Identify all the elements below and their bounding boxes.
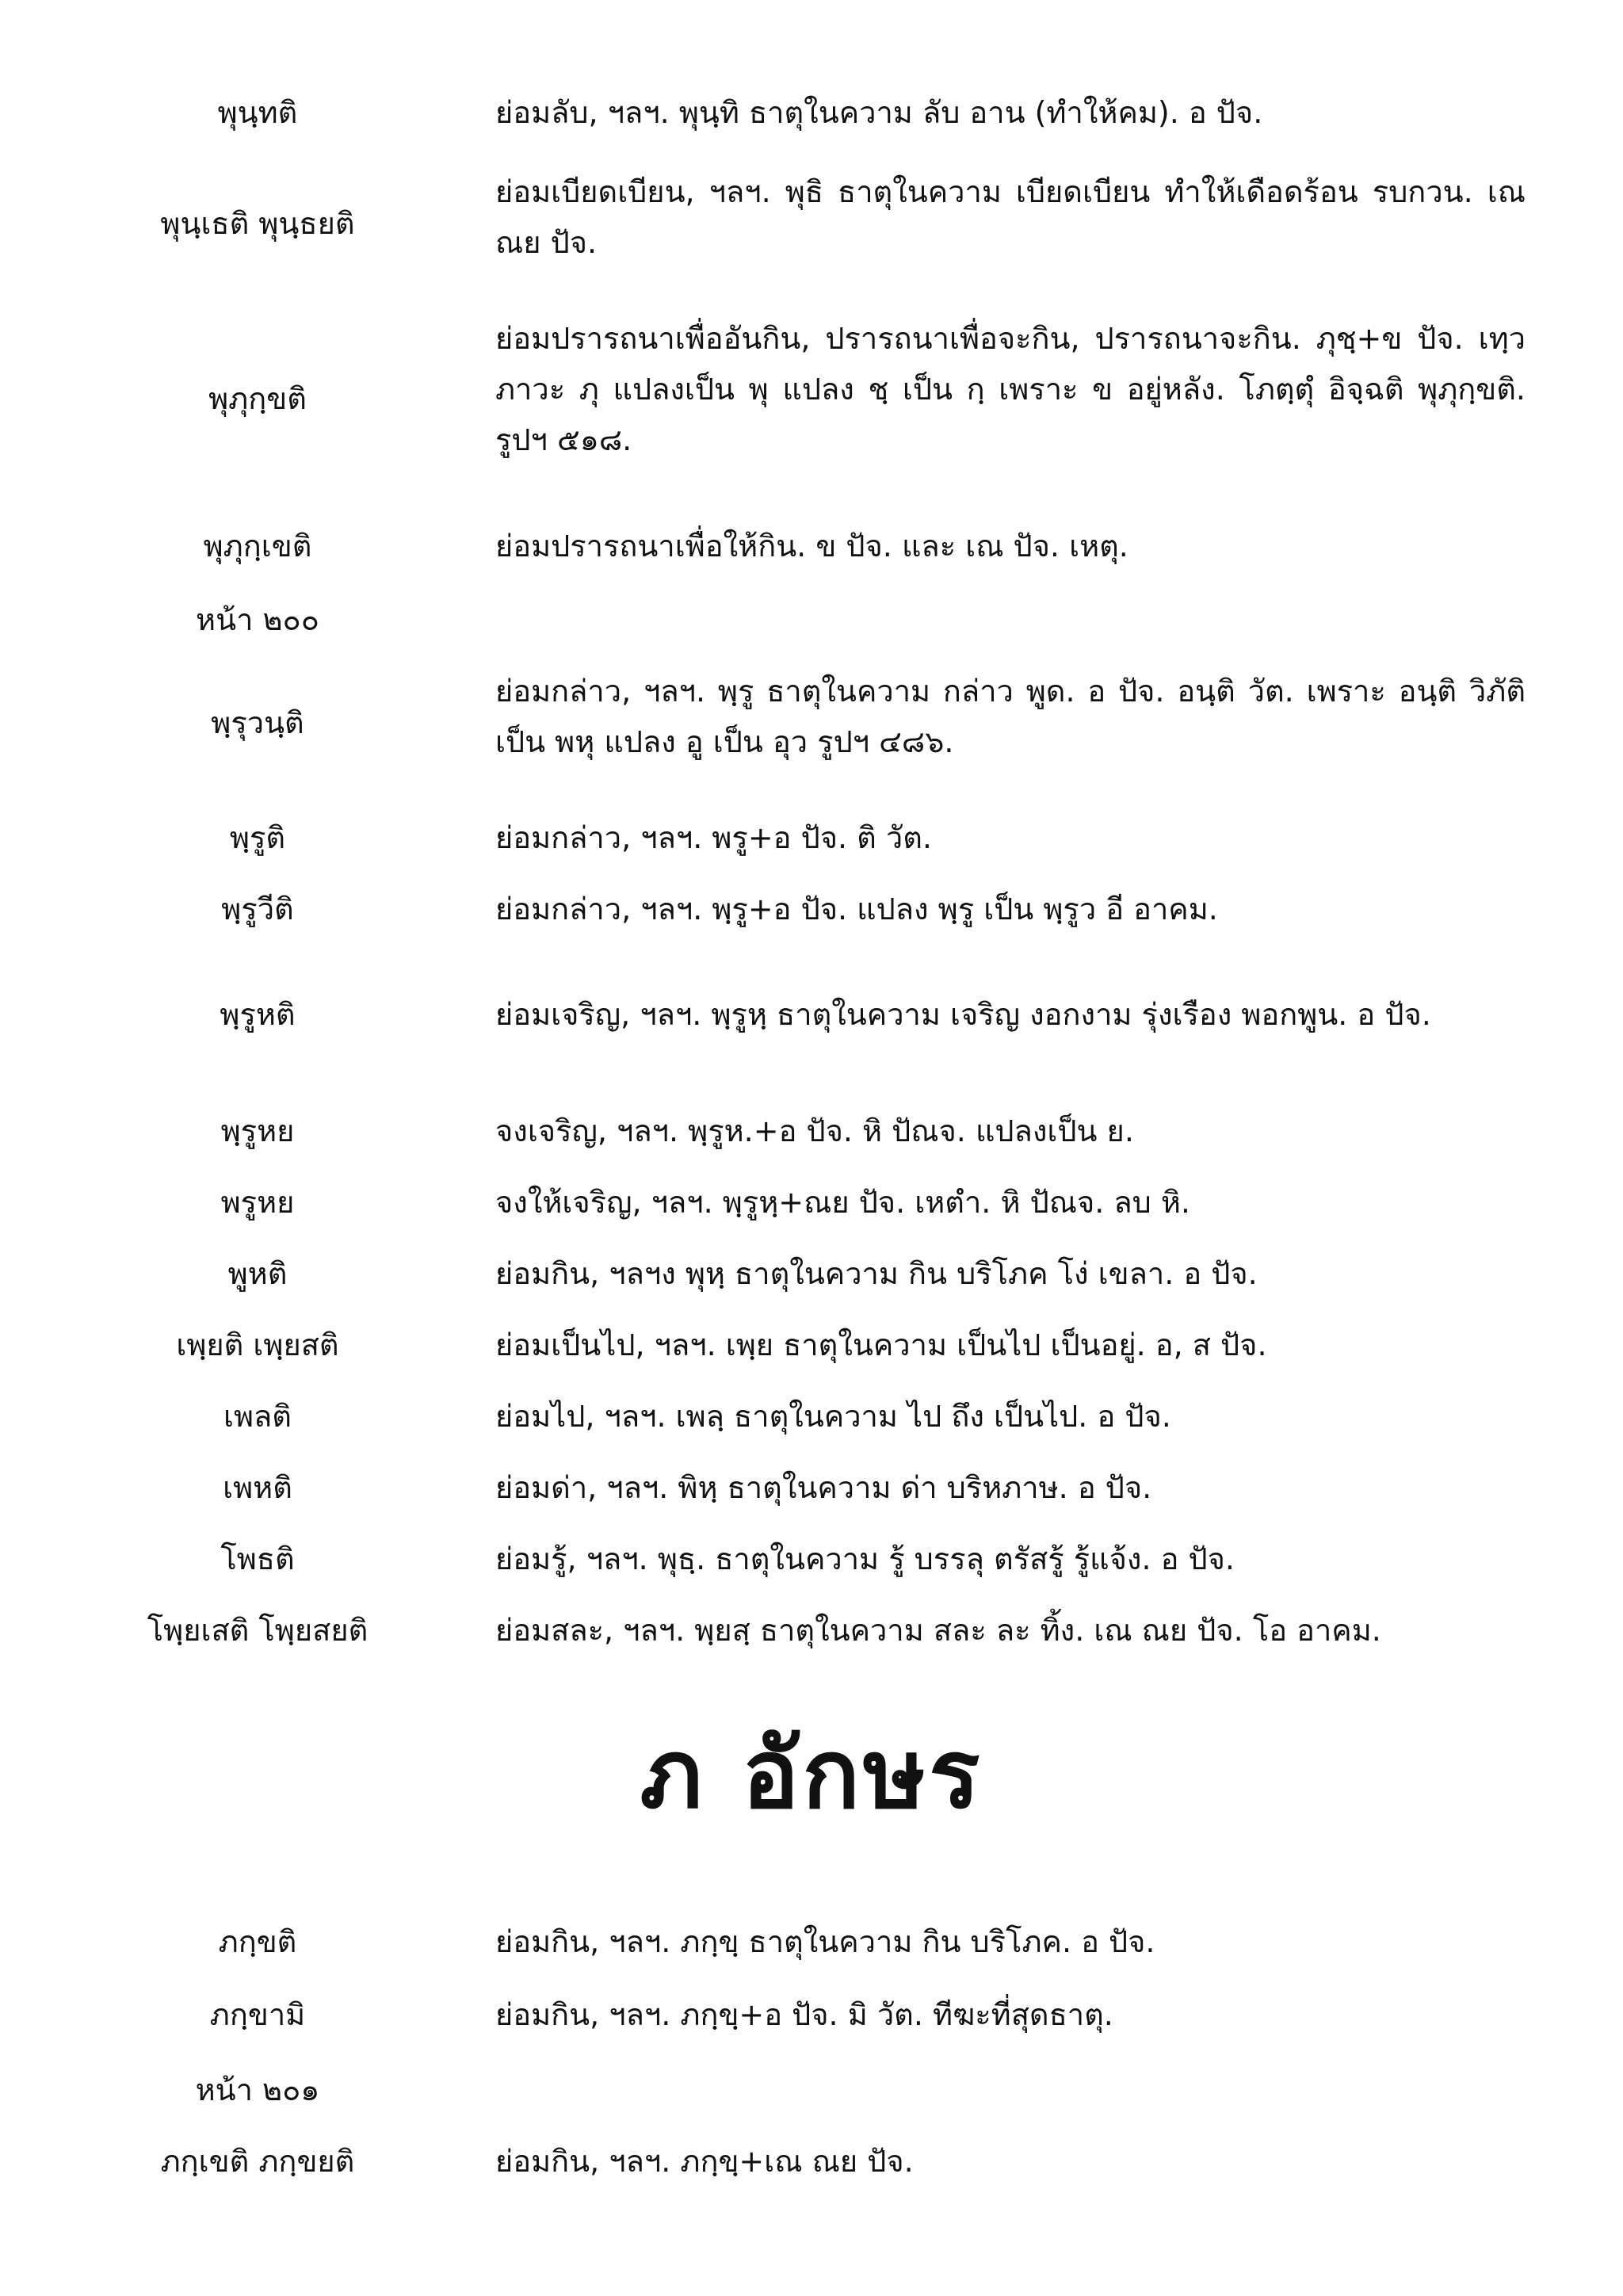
entry-definition: ย่อมลับ, ฯลฯ. พุนฺทิ ธาตุในความ ลับ อาน (ทำให้คม). อ ปัจ. <box>495 95 1263 130</box>
entry-term: เพฺยติ เพฺยสติ <box>176 1328 339 1362</box>
entry-term: พุภุกฺเขติ <box>203 529 312 563</box>
entry-term: พฺรูหย <box>220 1114 295 1148</box>
entry-definition: ย่อมกล่าว, ฯลฯ. พรู+อ ปัจ. ติ วัต. <box>495 820 932 855</box>
entry-term: เพหติ <box>223 1470 292 1505</box>
page-number: หน้า ๒๐๑ <box>195 2073 320 2107</box>
entry-term: พูหติ <box>227 1256 288 1291</box>
entry-definition: ย่อมกล่าว, ฯลฯ. พฺรู+อ ปัจ. แปลง พฺรู เป็น พฺรูว อี อาคม. <box>495 892 1218 926</box>
entry-term: เพลติ <box>223 1399 292 1434</box>
entry-term: พฺรูวีติ <box>221 892 294 926</box>
entry-definition: ย่อมเป็นไป, ฯลฯ. เพฺย ธาตุในความ เป็นไป เป็นอยู่. อ, ส ปัจ. <box>495 1328 1267 1362</box>
entry-term: ภกฺขามิ <box>209 1997 306 2032</box>
entry-definition: ย่อมกิน, ฯลฯ. ภกฺขฺ ธาตุในความ กิน บริโภค. อ ปัจ. <box>495 1924 1155 1959</box>
section-heading: ภ อักษร <box>640 1720 983 1830</box>
entry-definition: จงให้เจริญ, ฯลฯ. พฺรูหฺ+ณย ปัจ. เหตำ. หิ ปัณจ. ลบ หิ. <box>495 1185 1190 1220</box>
entry-definition: ย่อมปรารถนาเพื่อให้กิน. ข ปัจ. และ เณ ปัจ. เหตุ. <box>495 529 1128 563</box>
entry-definition: ย่อมปรารถนาเพื่ออันกิน, ปรารถนาเพื่อจะกิน, ปรารถนาจะกิน. ภุชฺ+ข ปัจ. เทฺวภาวะ ภุ แปลงเป็น พุ แปลง ชฺ เป็น กฺ เพราะ ข อยู่หลัง. โภตฺตุํ อิจฺฉติ พุภุกฺขติ. รูปฯ ๕๑๘. <box>495 321 1526 457</box>
entry-definition: ย่อมกิน, ฯลฯ. ภกฺขฺ+อ ปัจ. มิ วัต. ทีฆะที่สุดธาตุ. <box>495 1997 1113 2032</box>
entry-definition: ย่อมกล่าว, ฯลฯ. พฺรู ธาตุในความ กล่าว พูด. อ ปัจ. อนฺติ วัต. เพราะ อนฺติ วิภัติ เป็น พหุ แปลง อู เป็น อุว รูปฯ ๔๘๖. <box>495 674 1526 759</box>
entry-term: ภกฺเขติ ภกฺขยติ <box>160 2144 355 2179</box>
entry-term: พรูหย <box>220 1185 295 1220</box>
entry-definition: ย่อมเจริญ, ฯลฯ. พฺรูหฺ ธาตุในความ เจริญ งอกงาม รุ่งเรือง พอกพูน. อ ปัจ. <box>495 997 1431 1032</box>
entry-term: พฺรุวนฺติ <box>211 705 304 740</box>
entry-term: พุนฺเธติ พุนฺธยติ <box>160 206 355 241</box>
entry-definition: ย่อมรู้, ฯลฯ. พุธฺ. ธาตุในความ รู้ บรรลุ ตรัสรู้ รู้แจ้ง. อ ปัจ. <box>495 1541 1235 1576</box>
entry-definition: ย่อมกิน, ฯลฯง พุหฺ ธาตุในความ กิน บริโภค โง่ เขลา. อ ปัจ. <box>495 1256 1258 1291</box>
entry-term: โพธติ <box>220 1541 295 1576</box>
entry-definition: ย่อมเบียดเบียน, ฯลฯ. พุธิ ธาตุในความ เบียดเบียน ทำให้เดือดร้อน รบกวน. เณ ณย ปัจ. <box>495 174 1526 260</box>
entry-definition: ย่อมกิน, ฯลฯ. ภกฺขฺ+เณ ณย ปัจ. <box>495 2144 914 2179</box>
entry-term: พุภุกฺขติ <box>208 381 307 416</box>
entry-definition: ย่อมไป, ฯลฯ. เพลฺ ธาตุในความ ไป ถึง เป็นไป. อ ปัจ. <box>495 1399 1171 1434</box>
entry-term: พฺรูติ <box>229 820 286 855</box>
page-number: หน้า ๒๐๐ <box>196 602 319 637</box>
entry-definition: จงเจริญ, ฯลฯ. พฺรูห.+อ ปัจ. หิ ปัณจ. แปลงเป็น ย. <box>495 1114 1134 1148</box>
entry-definition: ย่อมด่า, ฯลฯ. พิหฺ ธาตุในความ ด่า บริหภาษ. อ ปัจ. <box>495 1470 1152 1505</box>
entry-definition: ย่อมสละ, ฯลฯ. พฺยสฺ ธาตุในความ สละ ละ ทิ้ง. เณ ณย ปัจ. โอ อาคม. <box>495 1613 1381 1648</box>
entry-term: โพฺยเสติ โพฺยสยติ <box>147 1613 369 1648</box>
entry-term: พุนฺทติ <box>217 95 298 130</box>
entry-term: ภกฺขติ <box>218 1924 297 1959</box>
entry-term: พฺรูหติ <box>220 997 296 1032</box>
